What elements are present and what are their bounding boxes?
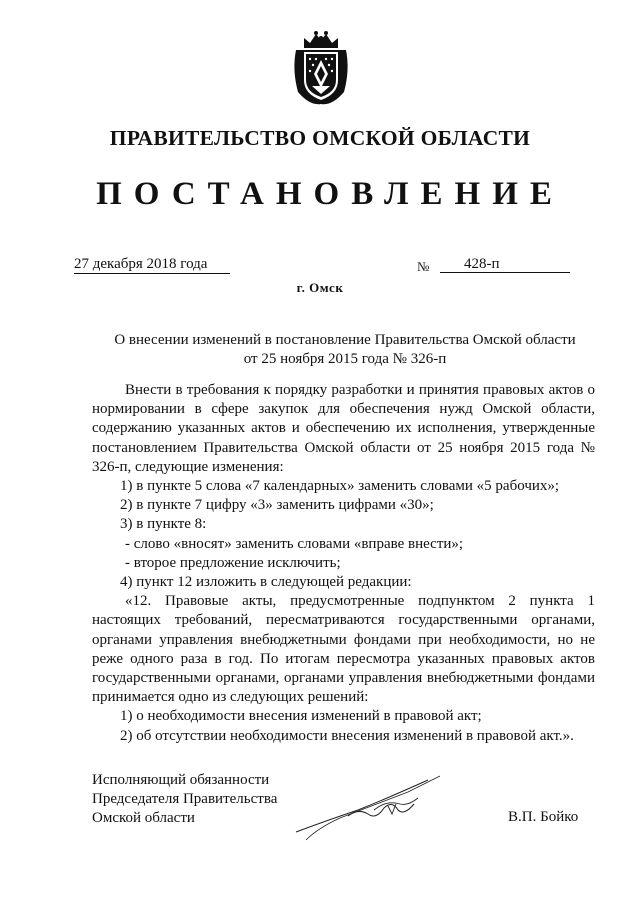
signatory-name: В.П. Бойко (508, 809, 579, 825)
number-label: № (417, 259, 430, 274)
list-subitem: 2) об отсутствии необходимости внесения изменений в правовой акт.». (120, 727, 574, 744)
decree-date: 27 декабря 2018 года (74, 255, 230, 274)
list-item: 3) в пункте 8: (120, 516, 207, 533)
coat-of-arms-icon (290, 30, 352, 106)
signatory-position-2: Председателя Правительства (92, 791, 278, 807)
signatory-position-3: Омской области (92, 810, 195, 826)
list-item: 2) в пункте 7 цифру «3» заменить цифрами «30»; (120, 497, 434, 514)
government-title: ПРАВИТЕЛЬСТВО ОМСКОЙ ОБЛАСТИ (109, 126, 531, 150)
decree-body (92, 381, 595, 746)
intro-paragraph: Внести в требования к порядку разработки и принятия правовых актов о нормировании в сфере закупок для обеспечения нужд Омской области, содержанию указанных актов и обеспечению их исполнения, утвержденные постановлением Правительства Омской области от 25 ноября 2015 года № 326-п, следующие изменения: (92, 382, 595, 475)
handwritten-signature (288, 770, 448, 845)
list-subitem: 1) о необходимости внесения изменений в правовой акт; (120, 708, 482, 725)
signatory-position-1: Исполняющий обязанности (92, 772, 270, 788)
list-item: 4) пункт 12 изложить в следующей редакции: (120, 574, 412, 591)
list-item: 1) в пункте 5 слова «7 календарных» заменить словами «5 рабочих»; (120, 478, 560, 495)
decree-number: 428-п (440, 255, 570, 273)
subject-line-2: от 25 ноября 2015 года № 326-п (243, 351, 447, 367)
city-label: г. Омск (296, 280, 344, 295)
subject-line-1: О внесении изменений в постановление Правительства Омской области (114, 332, 576, 348)
list-subitem: - слово «вносят» заменить словами «вправе внести»; (125, 535, 464, 552)
quoted-paragraph: «12. Правовые акты, предусмотренные подпунктом 2 пункта 1 настоящих требований, пересматриваются государственными органами, органами управления внебюджетными фондами при необходимости, но не реже одного раза в год. По итогам пересмотра указанных правовых актов государственными органами, органами управления внебюджетными фондами принимается одно из следующих решений: (92, 593, 595, 706)
list-subitem: - второе предложение исключить; (125, 554, 341, 571)
document-type-title: ПОСТАНОВЛЕНИЕ (96, 176, 564, 212)
